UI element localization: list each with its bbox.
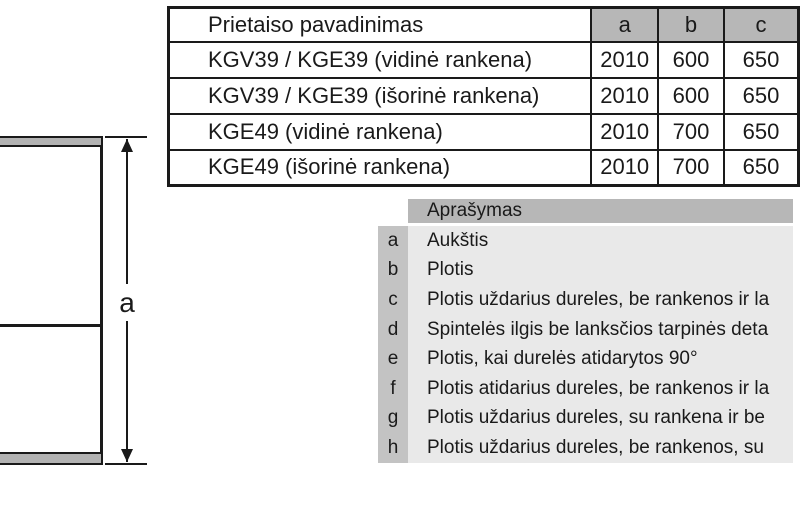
value-b: 700 bbox=[658, 150, 724, 186]
table-row bbox=[169, 150, 799, 186]
legend-desc: Plotis uždarius dureles, be rankenos, su bbox=[408, 433, 793, 463]
table-header-b: b bbox=[658, 8, 724, 42]
table-header-name: Prietaiso pavadinimas bbox=[169, 8, 592, 42]
legend-key: a bbox=[378, 226, 408, 256]
device-name: KGE49 (išorinė rankena) bbox=[169, 150, 592, 186]
dimension-tick-bottom bbox=[105, 463, 147, 465]
legend-desc: Plotis uždarius dureles, su rankena ir be bbox=[408, 404, 793, 434]
value-b: 600 bbox=[658, 42, 724, 78]
legend-key: f bbox=[378, 374, 408, 404]
table-header-a: a bbox=[591, 8, 658, 42]
table-row bbox=[169, 78, 799, 114]
dimensions-table bbox=[167, 6, 800, 187]
legend-desc: Plotis uždarius dureles, be rankenos ir la bbox=[408, 285, 793, 315]
value-a: 2010 bbox=[591, 150, 658, 186]
table-header-row bbox=[169, 8, 799, 42]
value-a: 2010 bbox=[591, 114, 658, 150]
legend-key: b bbox=[378, 256, 408, 286]
legend-desc: Spintelės ilgis be lanksčios tarpinės deta bbox=[408, 315, 793, 345]
legend-item bbox=[378, 256, 793, 286]
device-name: KGV39 / KGE39 (vidinė rankena) bbox=[169, 42, 592, 78]
legend-key: d bbox=[378, 315, 408, 345]
arrow-up-icon bbox=[121, 139, 133, 152]
legend-key: g bbox=[378, 404, 408, 434]
legend-desc: Plotis, kai durelės atidarytos 90° bbox=[408, 344, 793, 374]
legend-key: h bbox=[378, 433, 408, 463]
legend-desc: Aukštis bbox=[408, 226, 793, 256]
value-c: 650 bbox=[724, 78, 799, 114]
table-row bbox=[169, 114, 799, 150]
legend-key: c bbox=[378, 285, 408, 315]
legend-title: Aprašymas bbox=[408, 199, 793, 223]
table-header-c: c bbox=[724, 8, 799, 42]
value-a: 2010 bbox=[591, 42, 658, 78]
legend-item bbox=[378, 315, 793, 345]
legend-key: e bbox=[378, 344, 408, 374]
legend bbox=[378, 226, 793, 463]
legend-item bbox=[378, 433, 793, 463]
device-name: KGV39 / KGE39 (išorinė rankena) bbox=[169, 78, 592, 114]
device-name: KGE49 (vidinė rankena) bbox=[169, 114, 592, 150]
fridge-body-outline bbox=[0, 136, 103, 465]
table-row bbox=[169, 42, 799, 78]
fridge-bottom-panel bbox=[0, 452, 103, 465]
arrow-down-icon bbox=[121, 449, 133, 462]
fridge-top-panel bbox=[0, 136, 103, 147]
value-b: 600 bbox=[658, 78, 724, 114]
value-c: 650 bbox=[724, 42, 799, 78]
legend-item bbox=[378, 374, 793, 404]
value-b: 700 bbox=[658, 114, 724, 150]
value-c: 650 bbox=[724, 150, 799, 186]
value-a: 2010 bbox=[591, 78, 658, 114]
legend-item bbox=[378, 226, 793, 256]
fridge-door-divider bbox=[0, 324, 103, 327]
legend-item bbox=[378, 344, 793, 374]
value-c: 650 bbox=[724, 114, 799, 150]
legend-item bbox=[378, 404, 793, 434]
legend-desc: Plotis atidarius dureles, be rankenos ir la bbox=[408, 374, 793, 404]
dimension-label-a: a bbox=[111, 284, 143, 321]
legend-desc: Plotis bbox=[408, 256, 793, 286]
legend-item bbox=[378, 285, 793, 315]
dimension-tick-top bbox=[105, 136, 147, 138]
